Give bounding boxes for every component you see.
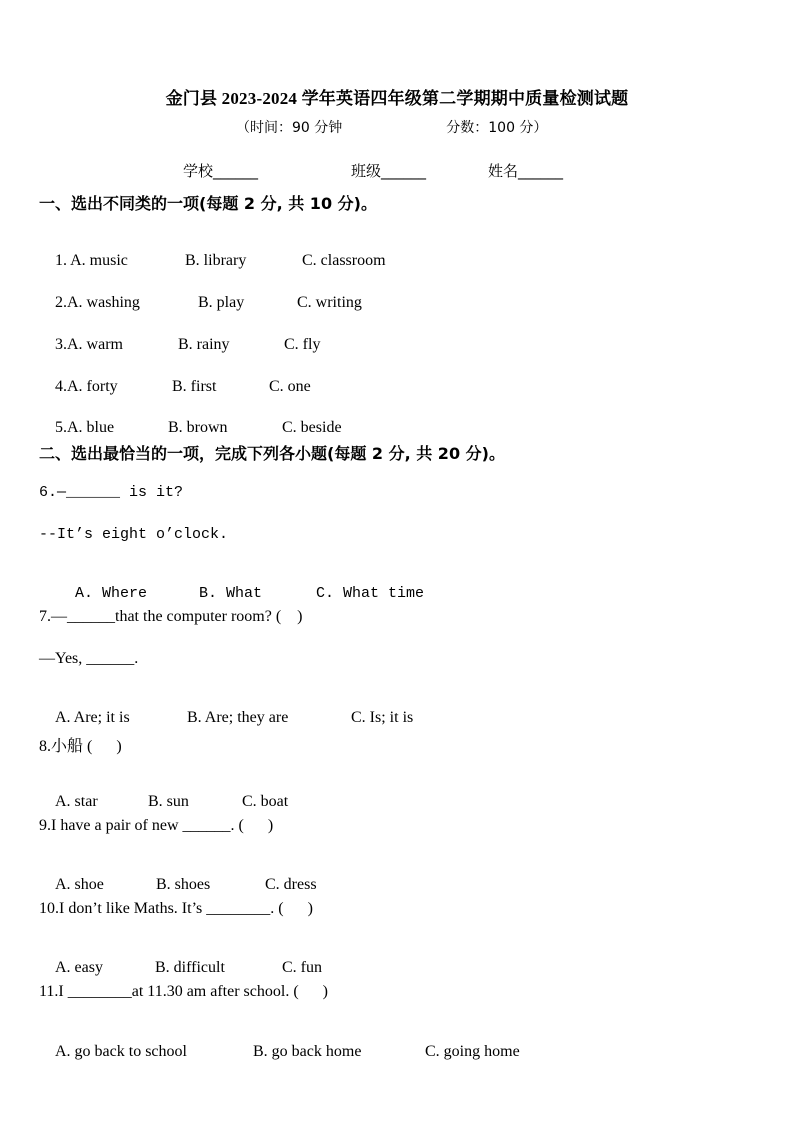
option-c: C. fun xyxy=(282,959,322,976)
option-b: B. first xyxy=(172,378,217,395)
class-field: 班级______ xyxy=(351,162,427,180)
question-8-stem: 8.小船 ( ) xyxy=(39,738,122,755)
option-c: C. one xyxy=(269,378,311,395)
option-a: 1. A. music xyxy=(55,252,128,269)
option-a: 3.A. warm xyxy=(55,336,123,353)
option-c: C. fly xyxy=(284,336,321,353)
option-c: C. writing xyxy=(297,294,362,311)
section-1-title: 一、选出不同类的一项(每题 2 分, 共 10 分)。 xyxy=(39,194,377,213)
question-11-options xyxy=(39,1025,520,1079)
option-a: 4.A. forty xyxy=(55,378,118,395)
option-b: B. shoes xyxy=(156,876,211,893)
option-a: A. Are; it is xyxy=(55,709,130,726)
question-6-stem: 6.—______ is it? xyxy=(39,484,184,501)
option-a: A. go back to school xyxy=(55,1043,187,1060)
option-a: A. easy xyxy=(55,959,103,976)
question-9-stem: 9.I have a pair of new ______. ( ) xyxy=(39,817,274,834)
option-a: 5.A. blue xyxy=(55,419,115,436)
exam-title: 金门县 2023-2024 学年英语四年级第二学期期中质量检测试题 xyxy=(165,89,629,108)
question-11-stem: 11.I ________at 11.30 am after school. ( ) xyxy=(39,983,328,1000)
time-limit: （时间：90 分钟 xyxy=(236,120,343,136)
option-b: B. go back home xyxy=(253,1043,362,1060)
question-7-answer: —Yes, ______. xyxy=(39,650,139,667)
option-b: B. difficult xyxy=(155,959,225,976)
option-b: B. play xyxy=(198,294,245,311)
exam-subtitle xyxy=(236,117,547,137)
option-a: A. shoe xyxy=(55,876,104,893)
option-b: B. library xyxy=(185,252,247,269)
option-c: C. Is; it is xyxy=(351,709,414,726)
option-b: B. brown xyxy=(168,419,228,436)
option-c: C. going home xyxy=(425,1043,520,1060)
option-b: B. sun xyxy=(148,793,189,810)
question-7-stem: 7.—______that the computer room? ( ) xyxy=(39,608,303,625)
option-c: C. boat xyxy=(242,793,289,810)
option-a: A. star xyxy=(55,793,98,810)
section-2-title: 二、选出最恰当的一项，完成下列各小题(每题 2 分, 共 20 分)。 xyxy=(39,444,505,463)
option-b: B. What xyxy=(199,585,263,602)
option-c: C. beside xyxy=(282,419,342,436)
option-c: C. What time xyxy=(316,585,425,602)
option-a: 2.A. washing xyxy=(55,294,140,311)
option-a: A. Where xyxy=(75,585,148,602)
option-b: B. rainy xyxy=(178,336,230,353)
total-score: 分数：100 分） xyxy=(446,120,548,136)
option-b: B. Are; they are xyxy=(187,709,289,726)
option-c: C. classroom xyxy=(302,252,386,269)
student-info-row xyxy=(183,160,563,181)
question-6-answer: --It’s eight o’clock. xyxy=(39,526,229,543)
option-c: C. dress xyxy=(265,876,317,893)
name-field: 姓名______ xyxy=(488,162,564,180)
school-field: 学校______ xyxy=(183,162,259,180)
question-10-stem: 10.I don’t like Maths. It’s ________. ( ) xyxy=(39,900,313,917)
